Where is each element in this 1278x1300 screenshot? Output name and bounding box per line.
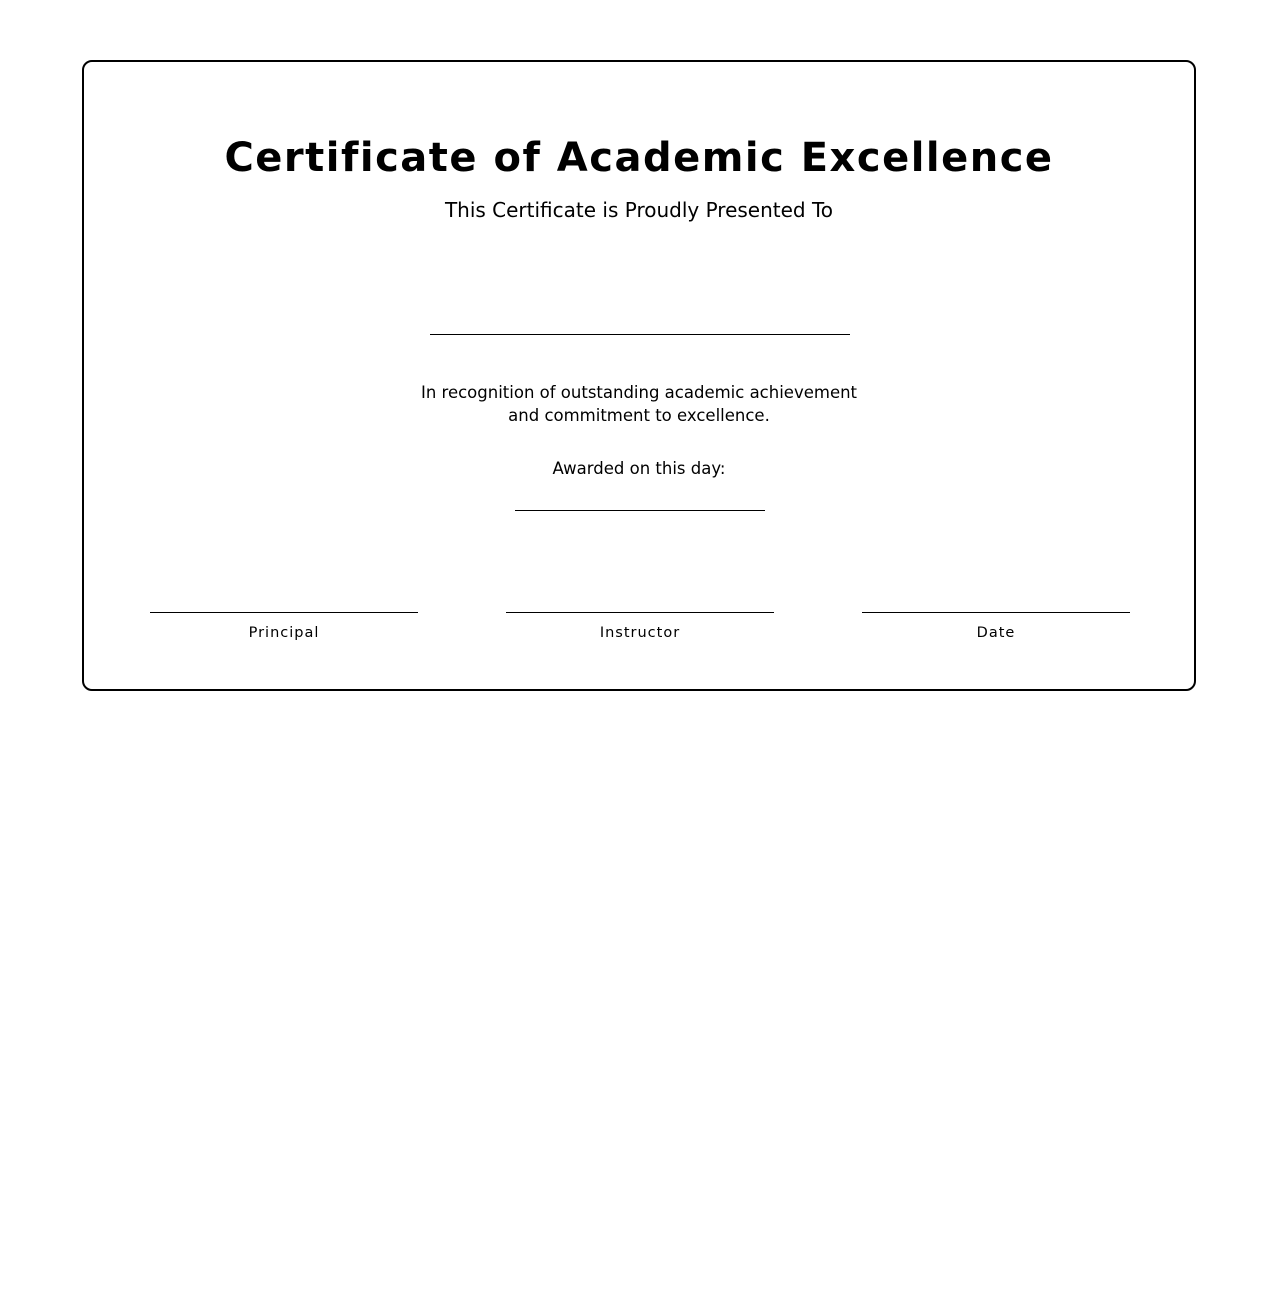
signature-line (150, 612, 418, 613)
signature-label: Principal (248, 625, 320, 641)
certificate-title: Certificate of Academic Excellence (224, 135, 1054, 181)
certificate-subtitle: This Certificate is Proudly Presented To (444, 198, 834, 222)
signature-label: Date (976, 625, 1016, 641)
recognition-line-1: In recognition of outstanding academic achievement (420, 383, 858, 402)
signature-principal (150, 612, 418, 643)
signature-line (506, 612, 774, 613)
awarded-date-line (515, 510, 765, 511)
signature-label: Instructor (599, 625, 681, 641)
recognition-line-2: and commitment to excellence. (508, 406, 770, 425)
signature-instructor (506, 612, 774, 643)
recipient-name-line (430, 334, 850, 335)
signature-line (862, 612, 1130, 613)
certificate-frame (82, 60, 1196, 691)
recognition-text (84, 381, 1194, 427)
awarded-label: Awarded on this day: (552, 459, 726, 478)
signature-date (862, 612, 1130, 643)
